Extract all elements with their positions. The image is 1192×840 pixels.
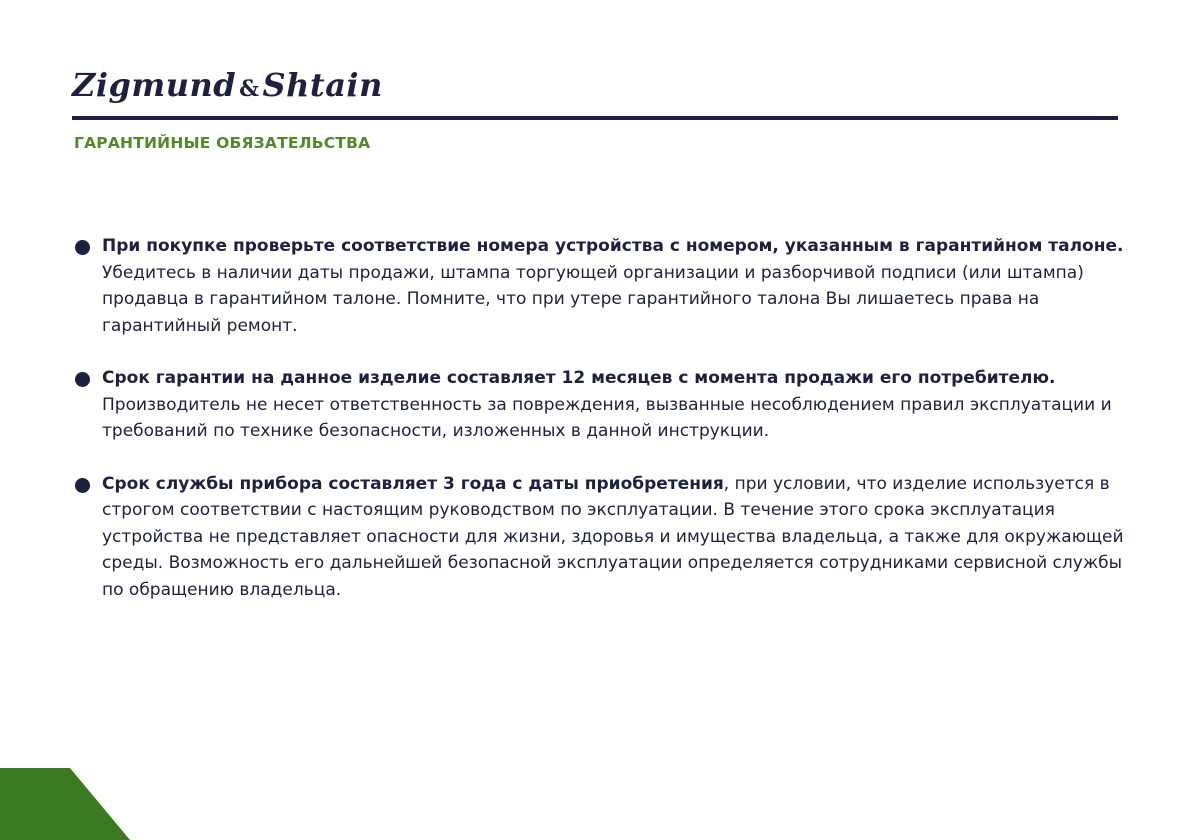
brand-name-left: Zigmund <box>72 66 237 104</box>
list-item <box>72 233 1132 339</box>
header-divider <box>72 116 1118 120</box>
list-item <box>72 471 1132 604</box>
list-item-body: Убедитесь в наличии даты продажи, штампа торгующей организации и разборчивой подписи (или штампа) продавца в гарантийном талоне. Помните, что при утере гарантийного талона Вы лишаетесь права на гарантийный ремонт. <box>102 262 1084 336</box>
bullet-icon <box>75 478 90 493</box>
list-item-bold: Срок службы прибора составляет 3 года с даты приобретения <box>102 473 724 494</box>
section-title: ГАРАНТИЙНЫЕ ОБЯЗАТЕЛЬСТВА <box>74 134 371 152</box>
bullet-icon <box>75 372 90 387</box>
brand-logo <box>72 66 383 104</box>
list-item-text <box>102 365 1132 445</box>
brand-ampersand: & <box>239 76 260 102</box>
list-item-body: , при условии, что изделие используется в строгом соответствии с настоящим руководством по эксплуатации. В течение этого срока эксплуатация устройства не представляет опасности для жизни, здоровья и имущества владельца, а также для окружающей среды. Возможность его дальнейшей безопасной эксплуатации определяется сотрудниками сервисной службы по обращению владельца. <box>102 473 1124 600</box>
warranty-list <box>72 233 1132 629</box>
bullet-icon <box>75 240 90 255</box>
list-item-text <box>102 233 1132 339</box>
list-item-text <box>102 471 1132 604</box>
brand-name-right: Shtain <box>262 66 383 104</box>
list-item <box>72 365 1132 445</box>
list-item-bold: При покупке проверьте соответствие номера устройства с номером, указанным в гарантийном талоне. <box>102 236 1124 256</box>
corner-decoration <box>0 768 130 840</box>
list-item-body: Производитель не несет ответственность за повреждения, вызванные несоблюдением правил эксплуатации и требований по технике безопасности, изложенных в данной инструкции. <box>102 394 1112 441</box>
list-item-bold: Срок гарантии на данное изделие составляет 12 месяцев с момента продажи его потребителю. <box>102 368 1056 388</box>
